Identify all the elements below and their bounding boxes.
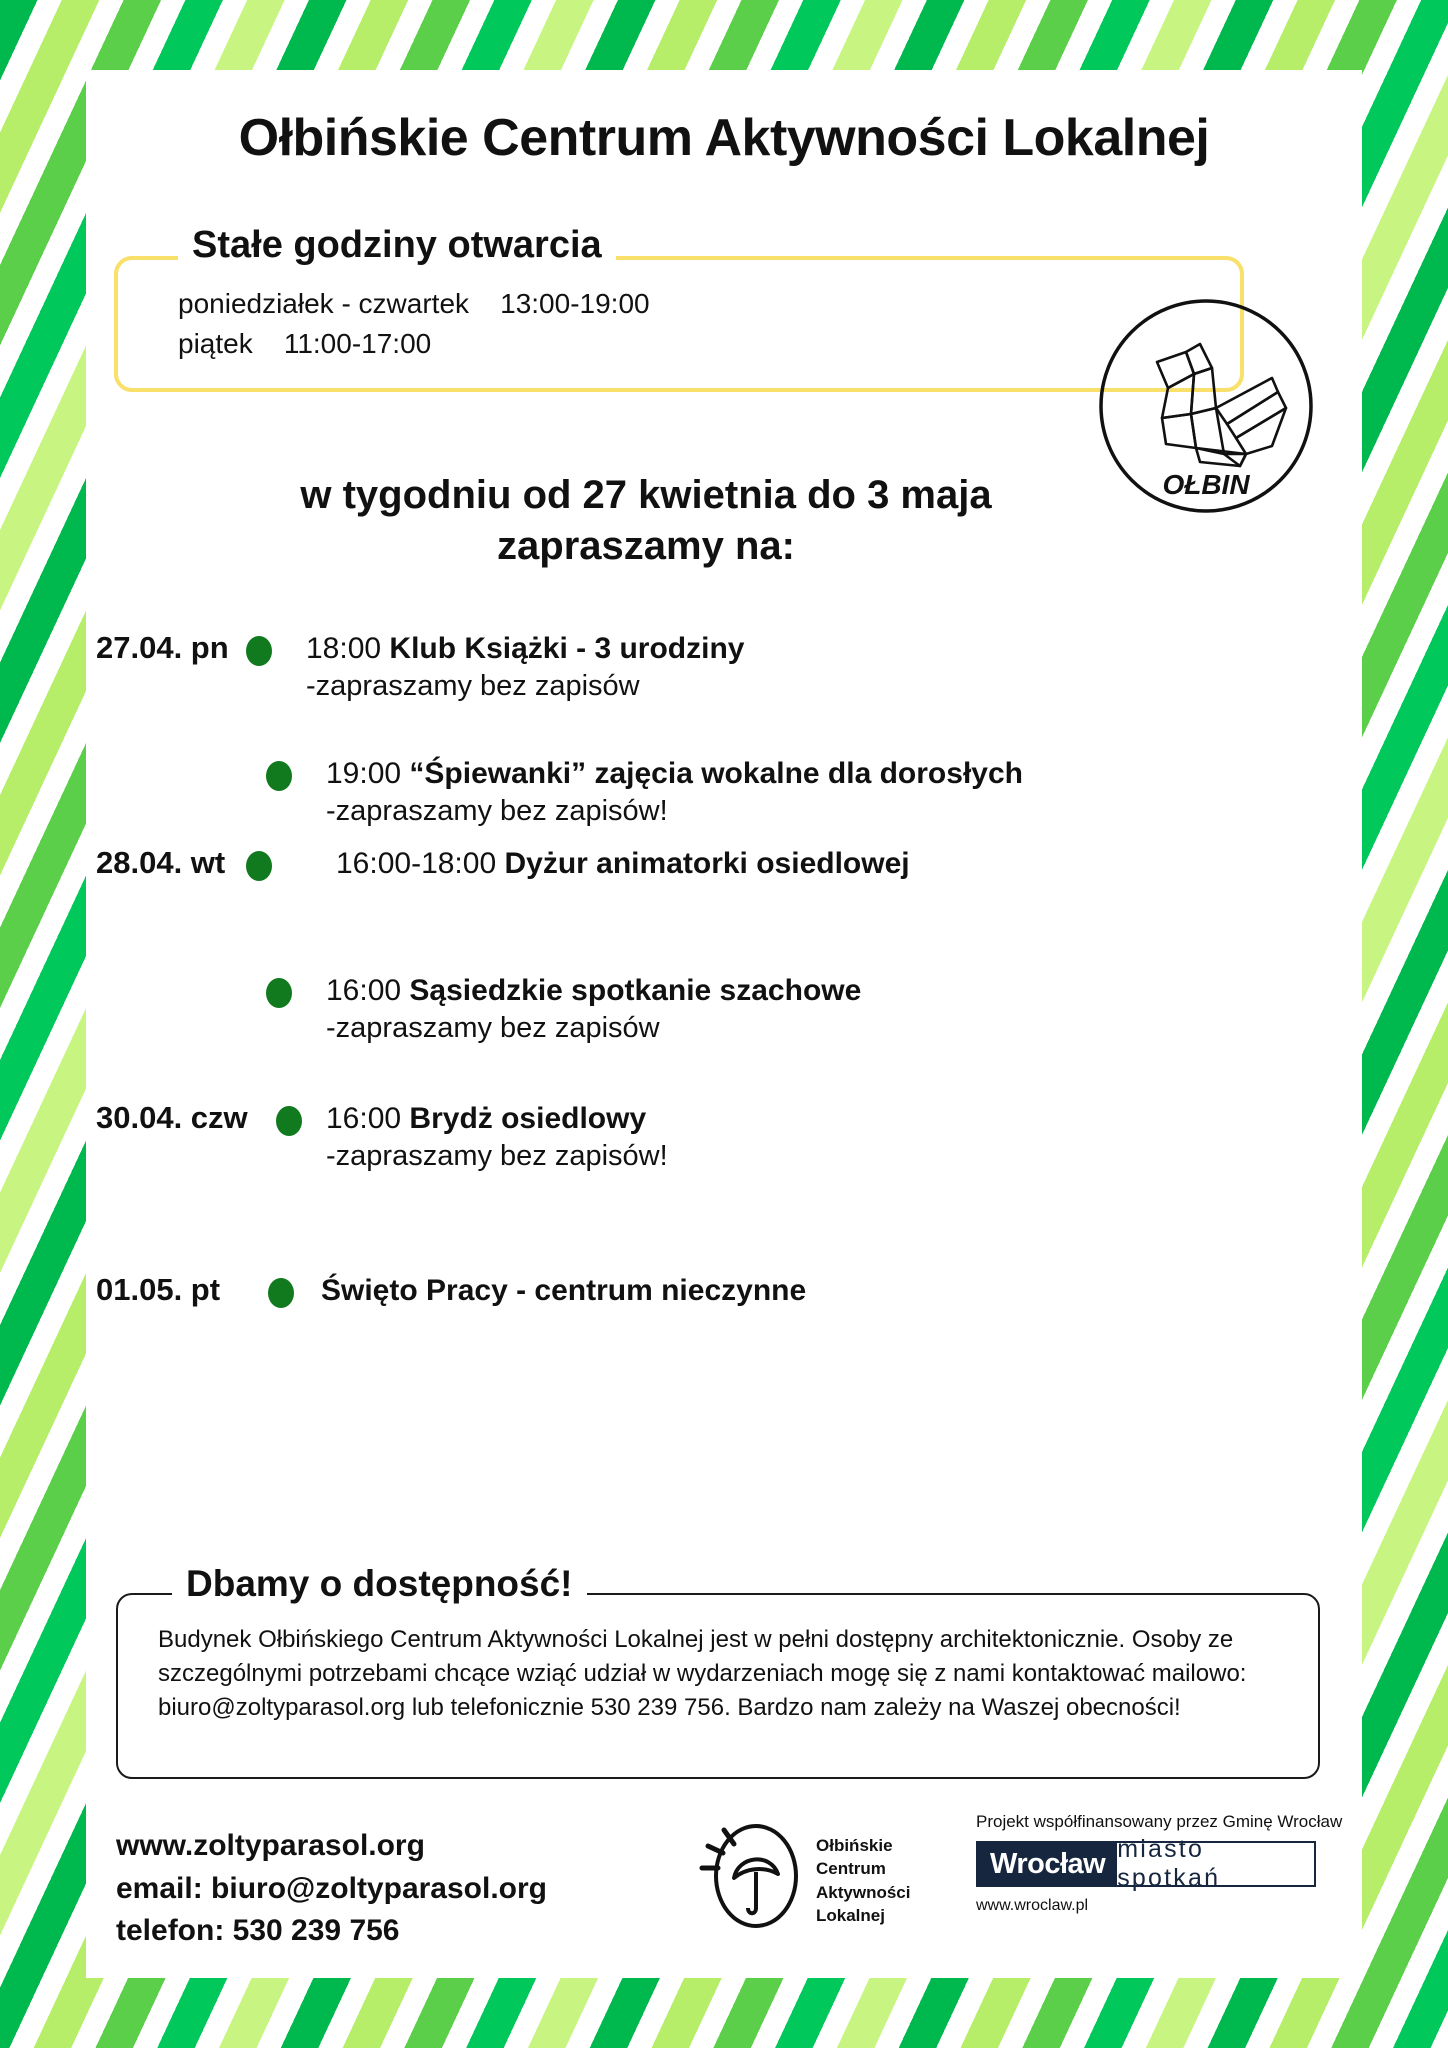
event-name: Sąsiedzkie spotkanie szachowe — [409, 974, 862, 1007]
event-bullet-icon — [268, 1278, 294, 1308]
opening-hours-row: piątek 11:00-17:00 — [178, 327, 432, 359]
event-note: -zapraszamy bez zapisów — [326, 1011, 660, 1044]
event-note: -zapraszamy bez zapisów — [306, 669, 640, 702]
contact-phone: telefon: 530 239 756 — [116, 1914, 400, 1948]
event-time: 16:00 — [326, 1102, 410, 1135]
wroclaw-logo-tagline: miasto spotkań — [1117, 1835, 1221, 1892]
event-time: 16:00-18:00 — [336, 847, 505, 880]
ocal-logo-name — [816, 1834, 910, 1928]
week-headline-line1: w tygodniu od 27 kwietnia do 3 maja — [300, 473, 992, 517]
event-name: “Śpiewanki” zajęcia wokalne dla dorosłych — [409, 757, 1023, 790]
event-bullet-icon — [266, 978, 292, 1008]
event-name: Święto Pracy - centrum nieczynne — [321, 1274, 807, 1307]
event-time: 16:00 — [326, 974, 410, 1007]
wroclaw-logo-name: Wrocław — [978, 1843, 1117, 1885]
event-bullet-icon — [246, 851, 272, 881]
opening-hours-legend: Stałe godziny otwarcia — [178, 224, 616, 267]
event-time: 18:00 — [306, 632, 390, 665]
schedule-event — [86, 630, 1448, 705]
ocal-logo — [694, 1816, 944, 1936]
event-title-line — [321, 1272, 1448, 1310]
contact-block — [116, 1825, 547, 1953]
event-name: Brydż osiedlowy — [409, 1102, 647, 1135]
event-time: 19:00 — [326, 757, 410, 790]
olbin-logo-caption: OŁBIN — [1162, 469, 1250, 500]
event-note: -zapraszamy bez zapisów! — [326, 1139, 668, 1172]
schedule-date-label: 27.04. pn — [96, 630, 229, 665]
schedule-event — [86, 972, 1448, 1047]
event-bullet-icon — [246, 636, 272, 666]
contact-email[interactable]: email: biuro@zoltyparasol.org — [116, 1871, 547, 1905]
wroclaw-url[interactable]: www.wroclaw.pl — [976, 1897, 1089, 1914]
accessibility-text: Budynek Ołbińskiego Centrum Aktywności Lokalnej jest w pełni dostępny architektonicznie. Osoby ze szczególnymi potrzebami chcące wziąć udział w wydarzeniach mogę się z nami kontaktować mailowo: biuro@zoltyparasol.org lub telefonicznie 530 239 756. Bardzo nam zależy na Waszej obecności! — [158, 1626, 1247, 1722]
opening-hours-lines — [178, 284, 650, 364]
umbrella-icon — [694, 1816, 806, 1932]
schedule-date-label: 01.05. pt — [96, 1272, 221, 1307]
event-title-line — [336, 845, 1448, 883]
ocal-name-line1: Ołbińskie — [816, 1836, 893, 1855]
opening-hours-row: poniedziałek - czwartek 13:00-19:00 — [178, 288, 650, 319]
schedule-event — [86, 1100, 1448, 1175]
week-headline-line2: zapraszamy na: — [497, 524, 795, 569]
event-note: -zapraszamy bez zapisów! — [326, 794, 668, 827]
ocal-name-line4: Lokalnej — [816, 1906, 885, 1926]
week-headline — [146, 470, 1146, 572]
accessibility-box — [116, 1563, 1320, 1779]
event-title-line — [326, 755, 1448, 793]
event-title-line — [326, 1100, 1448, 1138]
opening-hours-box — [114, 224, 1244, 392]
page-title: Ołbińskie Centrum Aktywności Lokalnej — [238, 109, 1210, 167]
schedule-event — [86, 755, 1448, 830]
funding-note: Projekt współfinansowany przez Gminę Wrocław — [976, 1812, 1343, 1831]
schedule-event — [86, 845, 1448, 883]
event-bullet-icon — [266, 761, 292, 791]
event-title-line — [306, 630, 1448, 668]
contact-website[interactable]: www.zoltyparasol.org — [116, 1829, 425, 1862]
schedule-date-label: 28.04. wt — [96, 845, 226, 880]
event-name: Dyżur animatorki osiedlowej — [504, 847, 910, 880]
wroclaw-funding-block — [976, 1812, 1343, 1915]
schedule-date-label: 30.04. czw — [96, 1100, 248, 1135]
schedule-event — [86, 1272, 1448, 1310]
event-title-line — [326, 972, 1448, 1010]
poster-content — [86, 70, 1362, 1978]
event-name: Klub Książki - 3 urodziny — [389, 632, 745, 665]
wroclaw-logo — [976, 1835, 1316, 1892]
ocal-name-line3: Aktywności — [816, 1882, 911, 1902]
event-bullet-icon — [276, 1106, 302, 1136]
ocal-name-line2: Centrum — [816, 1859, 886, 1879]
accessibility-legend: Dbamy o dostępność! — [172, 1563, 587, 1605]
